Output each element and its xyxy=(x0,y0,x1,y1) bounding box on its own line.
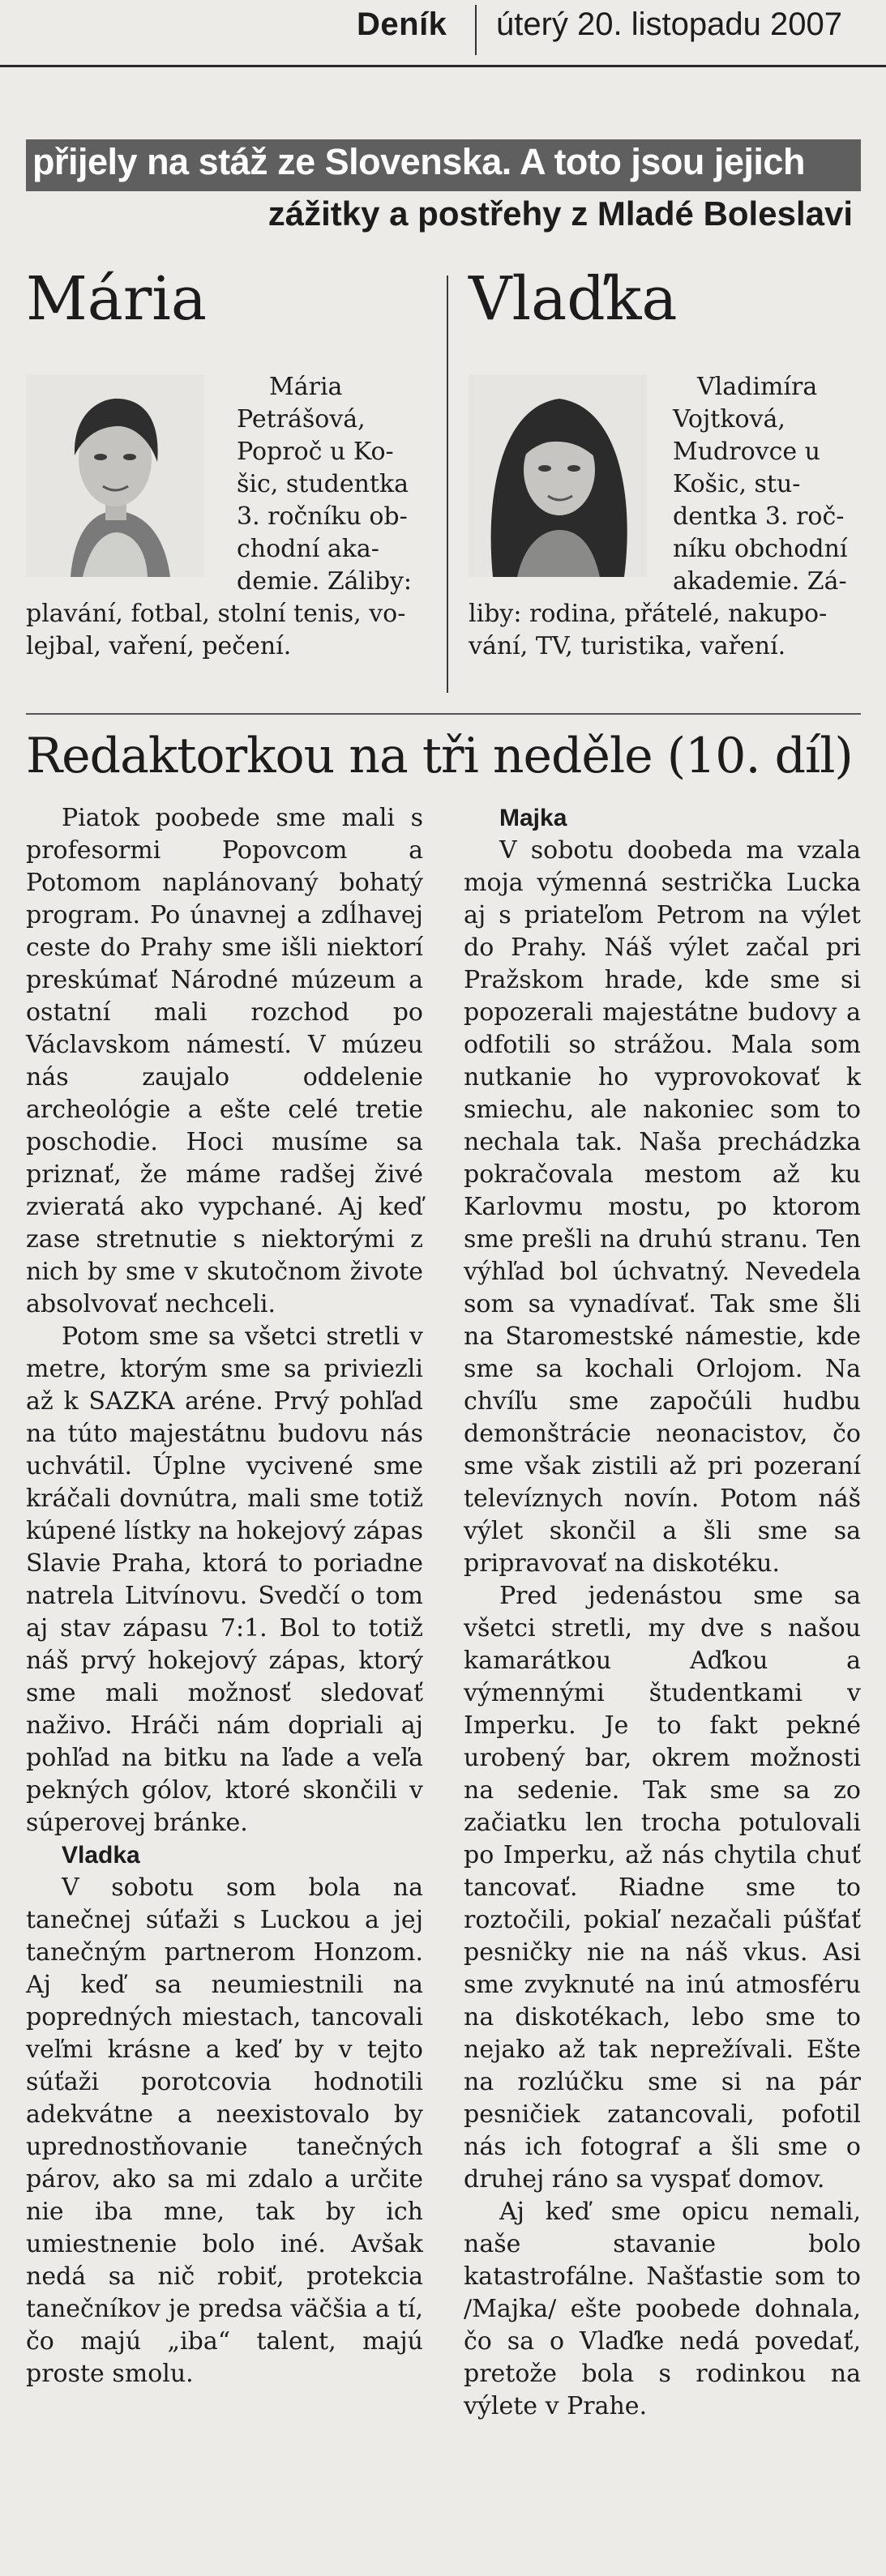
paragraph: V sobotu doobeda ma vzala moja výmenná sestrička Lucka aj s priateľom Petrom na výlet do Prahy. Náš výlet začal pri Pražskom hrade, kde sme si popozerali majestátne budovy a odfotili so strážou. Mala som nutkanie ho vyprovokovať k smiechu, ale nakoniec som to nechala tak. Naša prechádzka pokračovala mestom až ku Karlovmu mostu, po ktorom sme prešli na druhú stranu. Ten výhľad bol úchvatný. Nevedela som sa vynadívať. Tak sme šli na Staromestské námestie, kde sme sa kochali Orlojom. Na chvíľu sme započúli hudbu demonštrácie neonacistov, čo sme však zistili až pri pozeraní televíznych novín. Potom náš výlet skončil a šli sme sa pripravovať na diskotéku. xyxy=(464,836,861,1578)
portrait-photo-vladka xyxy=(469,374,647,577)
profile-info-line: Mudrovce u xyxy=(673,438,821,466)
paragraph: Pred jedenástou sme sa všetci stretli, my dve s našou kamarátkou Aďkou a výmennými študentkami v Imperku. Je to fakt pekné urobený bar, okrem možnosti na sedenie. Tak sme sa zo začiatku len trocha potulovali po Imperku, až nás chytila chuť tancovať. Riadne sme to roztočili, pokiaľ nezačali púšťať pesničky nie na náš vkus. Asi sme zvyknuté na inú atmosféru na diskotékach, lebo sme to nejako až tak neprežívali. Ešte na rozlúčku sme si na pár pesničiek zatancovali, pofotil nás ich fotograf a šli sme o druhej ráno sa vyspať domov. xyxy=(464,1582,861,2194)
paper-name: Deník xyxy=(357,6,447,42)
profile-info-line: Petrášová, xyxy=(237,405,366,434)
issue-date: úterý 20. listopadu 2007 xyxy=(496,6,842,42)
profile-info-line: plavání, fotbal, stolní tenis, vo- xyxy=(26,600,406,628)
masthead xyxy=(0,0,886,67)
portrait-vladka-image xyxy=(469,374,647,577)
profile-info-line: Poproč u Ko- xyxy=(237,438,394,466)
portrait-maria-image xyxy=(26,374,204,577)
section-subhead-majka: Majka xyxy=(499,805,567,831)
profile-info-line: Vladimíra xyxy=(697,373,818,401)
profile-info-line: lejbal, vaření, pečení. xyxy=(26,632,292,660)
profile-name-maria: Mária xyxy=(26,264,208,334)
profile-info-maria-bottom xyxy=(26,598,433,663)
article-left-column xyxy=(26,802,423,2390)
profile-info-line: dentka 3. roč- xyxy=(673,502,845,531)
profile-info-line: šic, studentka xyxy=(237,470,409,498)
portrait-photo-maria xyxy=(26,374,204,577)
profile-name-vladka: Vlaďka xyxy=(469,264,678,334)
masthead-divider xyxy=(475,5,477,55)
profile-info-line: demie. Záliby: xyxy=(237,567,413,596)
profile-info-line: akademie. Zá- xyxy=(673,567,847,596)
article-title-rule xyxy=(26,713,861,715)
profile-info-line: chodní aka- xyxy=(237,535,379,563)
profile-info-vladka-top xyxy=(673,371,861,598)
profile-info-line: Mária xyxy=(269,373,343,401)
paragraph: V sobotu som bola na tanečnej súťaži s Luckou a jej tanečným partnerom Honzom. Aj keď sa neumiestnili na popredných miestach, tancovali veľmi krásne a keď by v tejto súťaži porotcovia hodnotili adekvátne a neexistovalo by uprednostňovanie tanečných párov, ako sa mi zdalo a určite nie iba mne, tak by ich umiestnenie bolo iné. Avšak nedá sa nič robiť, protekcia tanečníkov je predsa väčšia a tí, čo majú „iba“ talent, majú proste smolu. xyxy=(26,1873,423,2388)
profile-info-line: vání, TV, turistika, vaření. xyxy=(469,632,786,660)
profile-info-line: liby: rodina, přátelé, nakupo- xyxy=(469,600,828,628)
paragraph: Aj keď sme opicu nemali, naše stavanie bolo katastrofálne. Našťastie som to /Majka/ ešte poobede dohnala, čo sa o Vlaďke nedá povedať, pretože bola s rodinkou na výlete v Prahe. xyxy=(464,2198,861,2420)
profile-info-line: Vojtková, xyxy=(673,405,785,434)
paragraph: Potom sme sa všetci stretli v metre, ktorým sme sa priviezli až k SAZKA aréne. Prvý pohľad na túto majestátnu budovu nás uchvátil. Úplne vycivené sme kráčali dovnútra, mali sme totiž kúpené lístky na hokejový zápas Slavie Praha, ktorá to poriadne natrela Litvínovu. Svedčí o tom aj stav zápasu 7:1. Bol to totiž náš prvý hokejový zápas, ktorý sme mali možnosť sledovať naživo. Hráči nám dopriali aj pohľad na bitku na ľade a veľa pekných gólov, ktoré skončili v súperovej bránke. xyxy=(26,1322,423,1837)
profile-info-maria-top xyxy=(237,371,433,598)
paragraph: Piatok poobede sme mali s profesormi Popovcom a Potomom naplánovaný bohatý program. Po únavnej a zdĺhavej ceste do Prahy sme išli niektorí preskúmať Národné múzeum a ostatní mali rozchod po Václavskom námestí. V múzeu nás zaujalo oddelenie archeológie a ešte celé tretie poschodie. Hoci musíme sa priznať, že máme radšej živé zvieratá ako vypchané. Aj keď zase stretnutie s niektorými z nich by sme v skutočnom živote absolvovať nechceli. xyxy=(26,804,423,1318)
article-right-column xyxy=(464,802,861,2423)
profile-info-line: 3. ročníku ob- xyxy=(237,502,408,531)
profile-info-line: Košic, stu- xyxy=(673,470,801,498)
section-subhead-vladka: Vladka xyxy=(62,1842,140,1869)
headline-line-1: přijely na stáž ze Slovenska. A toto jsou jejich xyxy=(32,141,805,182)
profile-info-line: níku obchodní xyxy=(673,535,848,563)
headline-line-2: zážitky a postřehy z Mladé Boleslavi xyxy=(268,194,853,233)
article-title: Redaktorkou na tři neděle (10. díl) xyxy=(26,728,853,784)
profile-info-vladka-bottom xyxy=(469,598,861,663)
profile-divider xyxy=(447,276,448,693)
